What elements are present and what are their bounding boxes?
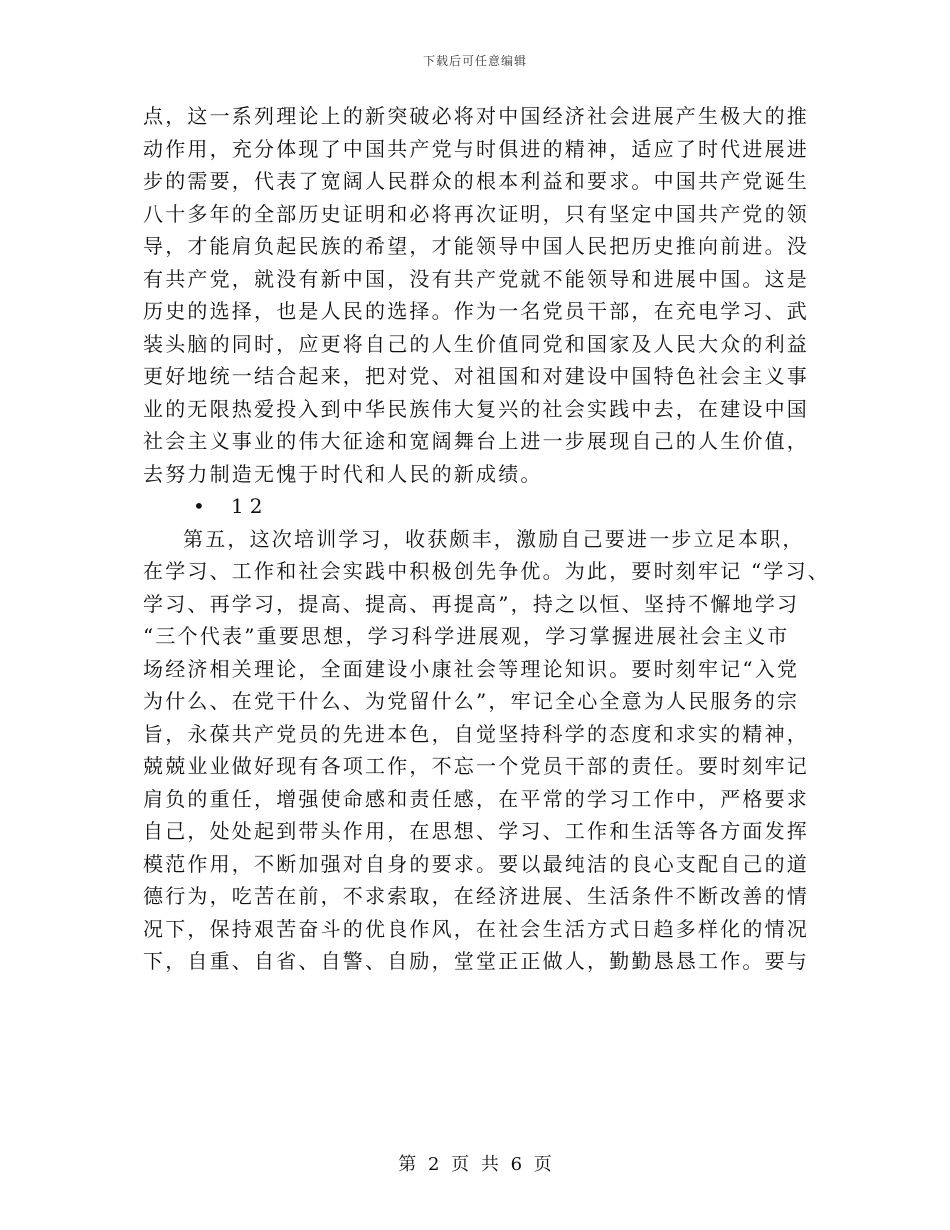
page-header: 下载后可任意编辑	[422, 54, 527, 68]
text-line: 模范作用，不断加强对自身的要求。要以最纯洁的良心支配自己的道	[143, 851, 809, 876]
text-line: 有共产党，就没有新中国，没有共产党就不能领导和进展中国。这是	[143, 266, 809, 291]
text-line: “三个代表”重要思想，学习科学进展观，学习掌握进展社会主义市	[143, 624, 790, 648]
text-line: 更好地统一结合起来，把对党、对祖国和对建设中国特色社会主义事	[143, 364, 809, 388]
text-line: 去努力制造无愧于时代和人民的新成绩。	[143, 461, 543, 486]
text-line: 动作用，充分体现了中国共产党与时俱进的精神，适应了时代进展进	[143, 136, 809, 161]
text-line: 步的需要，代表了宽阔人民群众的根本利益和要求。中国共产党诞生	[143, 169, 809, 193]
text-line: 自己，处处起到带头作用，在思想、学习、工作和生活等各方面发挥	[143, 819, 809, 843]
text-line: 社会主义事业的伟大征途和宽阔舞台上进一步展现自己的人生价值，	[143, 429, 809, 453]
text-line: 兢兢业业做好现有各项工作，不忘一个党员干部的责任。要时刻牢记	[143, 754, 809, 778]
text-line: 下，自重、自省、自警、自励，堂堂正正做人，勤勤恳恳工作。要与	[143, 949, 809, 973]
text-line: 点，这一系列理论上的新突破必将对中国经济社会进展产生极大的推	[143, 104, 809, 128]
text-line: 学习、再学习，提高、提高、再提高”，持之以恒、坚持不懈地学习	[143, 591, 800, 616]
text-line: 装头脑的同时，应更将自己的人生价值同党和国家及人民大众的利益	[143, 331, 809, 356]
text-line: 肩负的重任，增强使命感和责任感，在平常的学习工作中，严格要求	[143, 786, 809, 811]
bullet-dot-icon: •	[193, 494, 205, 518]
text-line: 旨，永葆共产党员的先进本色，自觉坚持科学的态度和求实的精神，	[143, 721, 809, 746]
paragraph-2	[143, 523, 843, 978]
text-line: 八十多年的全部历史证明和必将再次证明，只有坚定中国共产党的领	[143, 201, 809, 226]
text-line: 场经济相关理论，全面建设小康社会等理论知识。要时刻牢记“入党	[143, 656, 800, 681]
bullet-number: 12	[231, 494, 269, 518]
text-line: 在学习、工作和社会实践中积极创先争优。为此，要时刻牢记 “学习、	[143, 559, 830, 583]
text-line: 况下，保持艰苦奋斗的优良作风，在社会生活方式日趋多样化的情况	[143, 916, 809, 941]
text-line: 业的无限热爱投入到中华民族伟大复兴的社会实践中去，在建设中国	[143, 396, 809, 421]
text-line: 导，才能肩负起民族的希望，才能领导中国人民把历史推向前进。没	[143, 234, 809, 258]
text-line: 为什么、在党干什么、为党留什么”，牢记全心全意为人民服务的宗	[143, 689, 800, 713]
bullet-item	[143, 490, 843, 523]
document-body	[143, 100, 843, 978]
text-line: 德行为，吃苦在前，不求索取，在经济进展、生活条件不断改善的情	[143, 884, 809, 908]
text-line: 历史的选择，也是人民的选择。作为一名党员干部，在充电学习、武	[143, 299, 809, 323]
paragraph-1	[143, 100, 843, 490]
page-footer: 第 2 页 共 6 页	[398, 1154, 552, 1175]
text-line: 第五，这次培训学习，收获颇丰，激励自己要进一步立足本职，	[183, 526, 805, 551]
